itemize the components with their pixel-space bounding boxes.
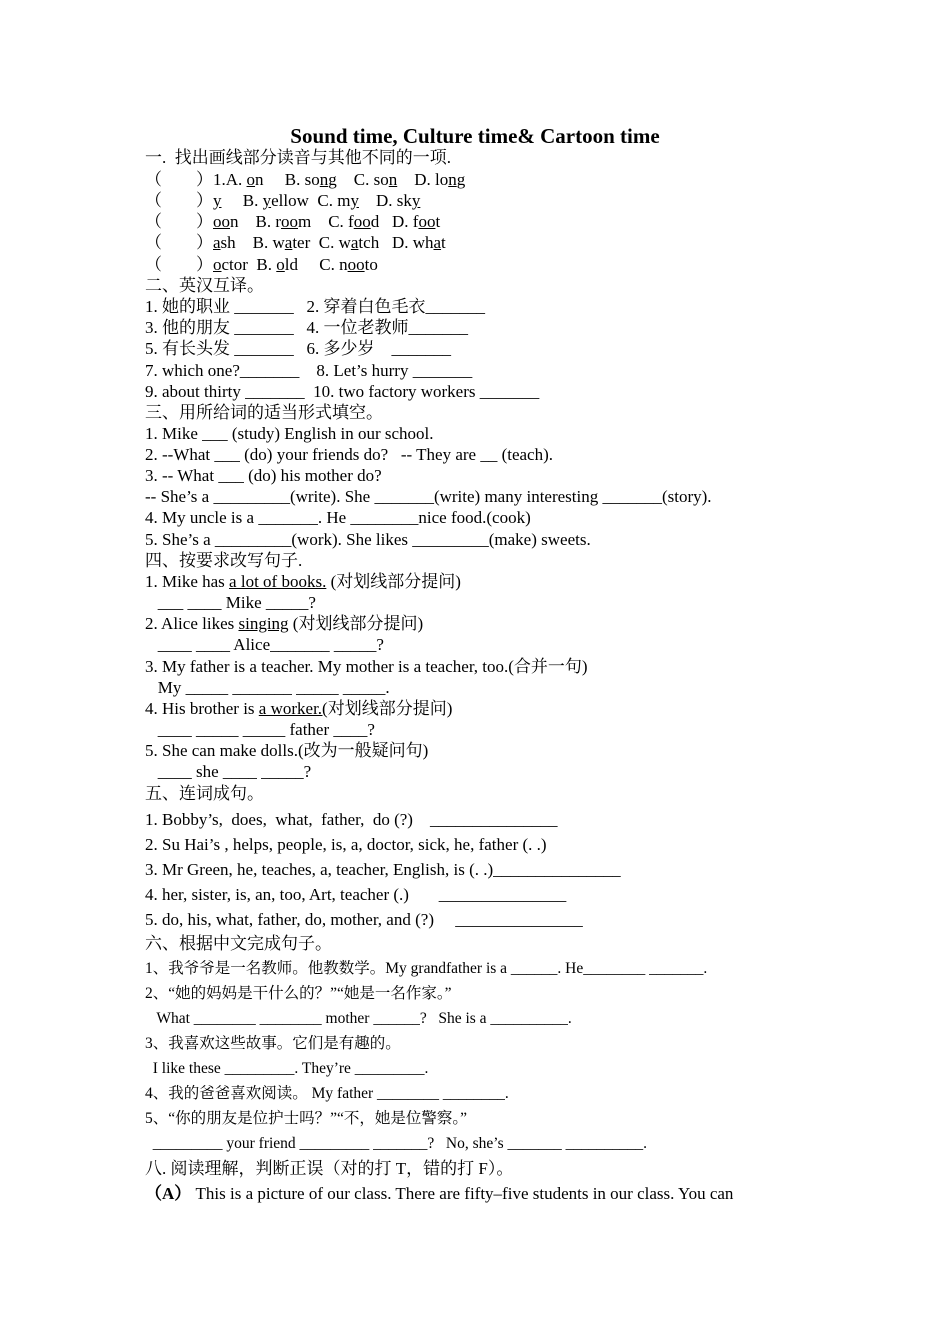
section-5-heading: 五、连词成句。 (145, 784, 264, 803)
s3-line-1: 1. Mike ___ (study) English in our school. (145, 424, 434, 443)
s4-answer-1: ___ ____ Mike _____? (145, 593, 316, 612)
s4-question-4 (145, 699, 452, 719)
text-part: g (456, 170, 466, 189)
underlined-letter: oo (213, 212, 230, 231)
s3-line-6: 5. She’s a _________(work). She likes _________(make) sweets. (145, 530, 591, 549)
passage-label: （A） (145, 1184, 192, 1203)
text-part: g C. so (328, 170, 389, 189)
section-1-heading: 一. 找出画线部分读音与其他不同的一项. (145, 148, 451, 167)
s4-question-3: 3. My father is a teacher. My mother is a teacher, too.(合并一句) (145, 657, 588, 676)
s3-line-4: -- She’s a _________(write). She _______(write) many interesting _______(story). (145, 487, 712, 506)
text-part: ctor B. (221, 255, 277, 274)
s6-line-1: 1、我爷爷是一名教师。他教数学。My grandfather is a ______. He________ _______. (145, 960, 708, 977)
s6-line-4: 3、我喜欢这些故事。它们是有趣的。 (145, 1035, 401, 1052)
s5-line-4: 4. her, sister, is, an, too, Art, teacher (.) _______________ (145, 885, 567, 904)
text-part: t (441, 233, 446, 252)
underlined-letter: o (246, 170, 256, 189)
text-part: to (364, 255, 378, 274)
s4-question-1 (145, 572, 461, 592)
s6-line-7: 5、“你的朋友是位护士吗？”“不，她是位警察。” (145, 1110, 468, 1127)
underlined-letter: oo (281, 212, 298, 231)
s4-answer-3: My _____ _______ _____ _____. (145, 678, 390, 697)
underlined-letter: y (262, 191, 272, 210)
passage-text: This is a picture of our class. There are fifty–five students in our class. You can (191, 1184, 734, 1203)
text-part: n B. r (230, 212, 281, 231)
s5-line-2: 2. Su Hai’s , helps, people, is, a, doctor, sick, he, father (. .) (145, 835, 547, 854)
text-part: 对划线部分提问) (327, 699, 453, 718)
s4-answer-4: ____ _____ _____ father ____? (145, 720, 375, 739)
text-part: sh B. w (220, 233, 285, 252)
text-part: ter C. w (292, 233, 351, 252)
text-part: （ ） (145, 233, 213, 252)
underlined-phrase: a worker.( (258, 699, 328, 718)
page-title: Sound time, Culture time& Cartoon time (290, 124, 660, 148)
s2-line-4: 7. which one?_______ 8. Let’s hurry _______ (145, 361, 473, 380)
text-part: 4. His brother is (145, 699, 259, 718)
text-part: ld C. n (284, 255, 348, 274)
text-part: tch D. wh (358, 233, 434, 252)
underlined-letter: a (350, 233, 359, 252)
s2-line-2: 3. 他的朋友 _______ 4. 一位老教师_______ (145, 318, 468, 337)
underlined-phrase: singing (238, 614, 289, 633)
underlined-letter: a (433, 233, 442, 252)
s1-question-4 (145, 233, 446, 253)
text-part: m C. f (298, 212, 354, 231)
text-part: 1. Mike has (145, 572, 230, 591)
section-8-heading: 八. 阅读理解，判断正误（对的打 T，错的打 F）。 (145, 1159, 514, 1178)
s3-line-2: 2. --What ___ (do) your friends do? -- They are __ (teach). (145, 445, 553, 464)
s8-passage-a (145, 1184, 733, 1204)
text-part: n B. so (255, 170, 320, 189)
underlined-letter: n (448, 170, 457, 189)
text-part: (对划线部分提问) (288, 614, 424, 633)
s3-line-5: 4. My uncle is a _______. He ________nice food.(cook) (145, 508, 531, 527)
text-part: (对划线部分提问) (326, 572, 461, 591)
text-part: B. (221, 191, 263, 210)
text-part: （ ）1.A. (145, 170, 247, 189)
s5-line-1: 1. Bobby’s, does, what, father, do (?) _______________ (145, 810, 558, 829)
underlined-letter: y (411, 191, 421, 210)
s1-question-1 (145, 170, 465, 190)
underlined-letter: a (213, 233, 221, 252)
s6-line-3: What ________ ________ mother ______? She is a __________. (145, 1010, 572, 1027)
text-part: d D. f (370, 212, 419, 231)
section-3-heading: 三、用所给词的适当形式填空。 (145, 403, 383, 422)
s1-question-5 (145, 255, 378, 275)
text-part: ellow C. m (271, 191, 351, 210)
s6-line-6: 4、我的爸爸喜欢阅读。 My father ________ ________. (145, 1085, 509, 1102)
text-part: （ ） (145, 191, 213, 210)
s4-answer-5: ____ she ____ _____? (145, 762, 312, 781)
s2-line-1: 1. 她的职业 _______ 2. 穿着白色毛衣_______ (145, 297, 485, 316)
text-part: 2. Alice likes (145, 614, 239, 633)
s1-question-3 (145, 212, 440, 232)
underlined-letter: n (388, 170, 398, 189)
section-6-heading: 六、根据中文完成句子。 (145, 934, 332, 953)
s1-question-2 (145, 191, 420, 211)
s3-line-3: 3. -- What ___ (do) his mother do? (145, 466, 382, 485)
section-2-heading: 二、英汉互译。 (145, 276, 264, 295)
underlined-letter: oo (353, 212, 371, 231)
text-part: （ ） (145, 255, 213, 274)
s2-line-3: 5. 有长头发 _______ 6. 多少岁 _______ (145, 339, 451, 358)
underlined-letter: a (284, 233, 293, 252)
s6-line-5: I like these _________. They’re _________. (145, 1060, 429, 1077)
s4-question-2 (145, 614, 423, 634)
underlined-letter: o (276, 255, 285, 274)
text-part: D. lo (397, 170, 449, 189)
s2-line-5: 9. about thirty _______ 10. two factory workers _______ (145, 382, 540, 401)
underlined-phrase: a lot of books. (229, 572, 327, 591)
s6-line-8: _________ your friend _________ _______? No, she’s _______ __________. (145, 1135, 647, 1152)
underlined-letter: oo (347, 255, 365, 274)
text-part: D. sk (358, 191, 412, 210)
s6-line-2: 2、“她的妈妈是干什么的？”“她是一名作家。” (145, 985, 452, 1002)
section-4-heading: 四、按要求改写句子. (145, 551, 303, 570)
underlined-letter: o (213, 255, 222, 274)
s5-line-3: 3. Mr Green, he, teaches, a, teacher, English, is (. .)_______________ (145, 860, 621, 879)
s5-line-5: 5. do, his, what, father, do, mother, and (?) _______________ (145, 910, 583, 929)
s4-question-5: 5. She can make dolls.(改为一般疑问句) (145, 741, 429, 760)
text-part: （ ） (145, 212, 213, 231)
underlined-letter: n (319, 170, 329, 189)
underlined-letter: oo (418, 212, 436, 231)
s4-answer-2: ____ ____ Alice_______ _____? (145, 635, 384, 654)
underlined-letter: y (350, 191, 359, 210)
underlined-letter: y (213, 191, 222, 210)
text-part: t (435, 212, 441, 231)
